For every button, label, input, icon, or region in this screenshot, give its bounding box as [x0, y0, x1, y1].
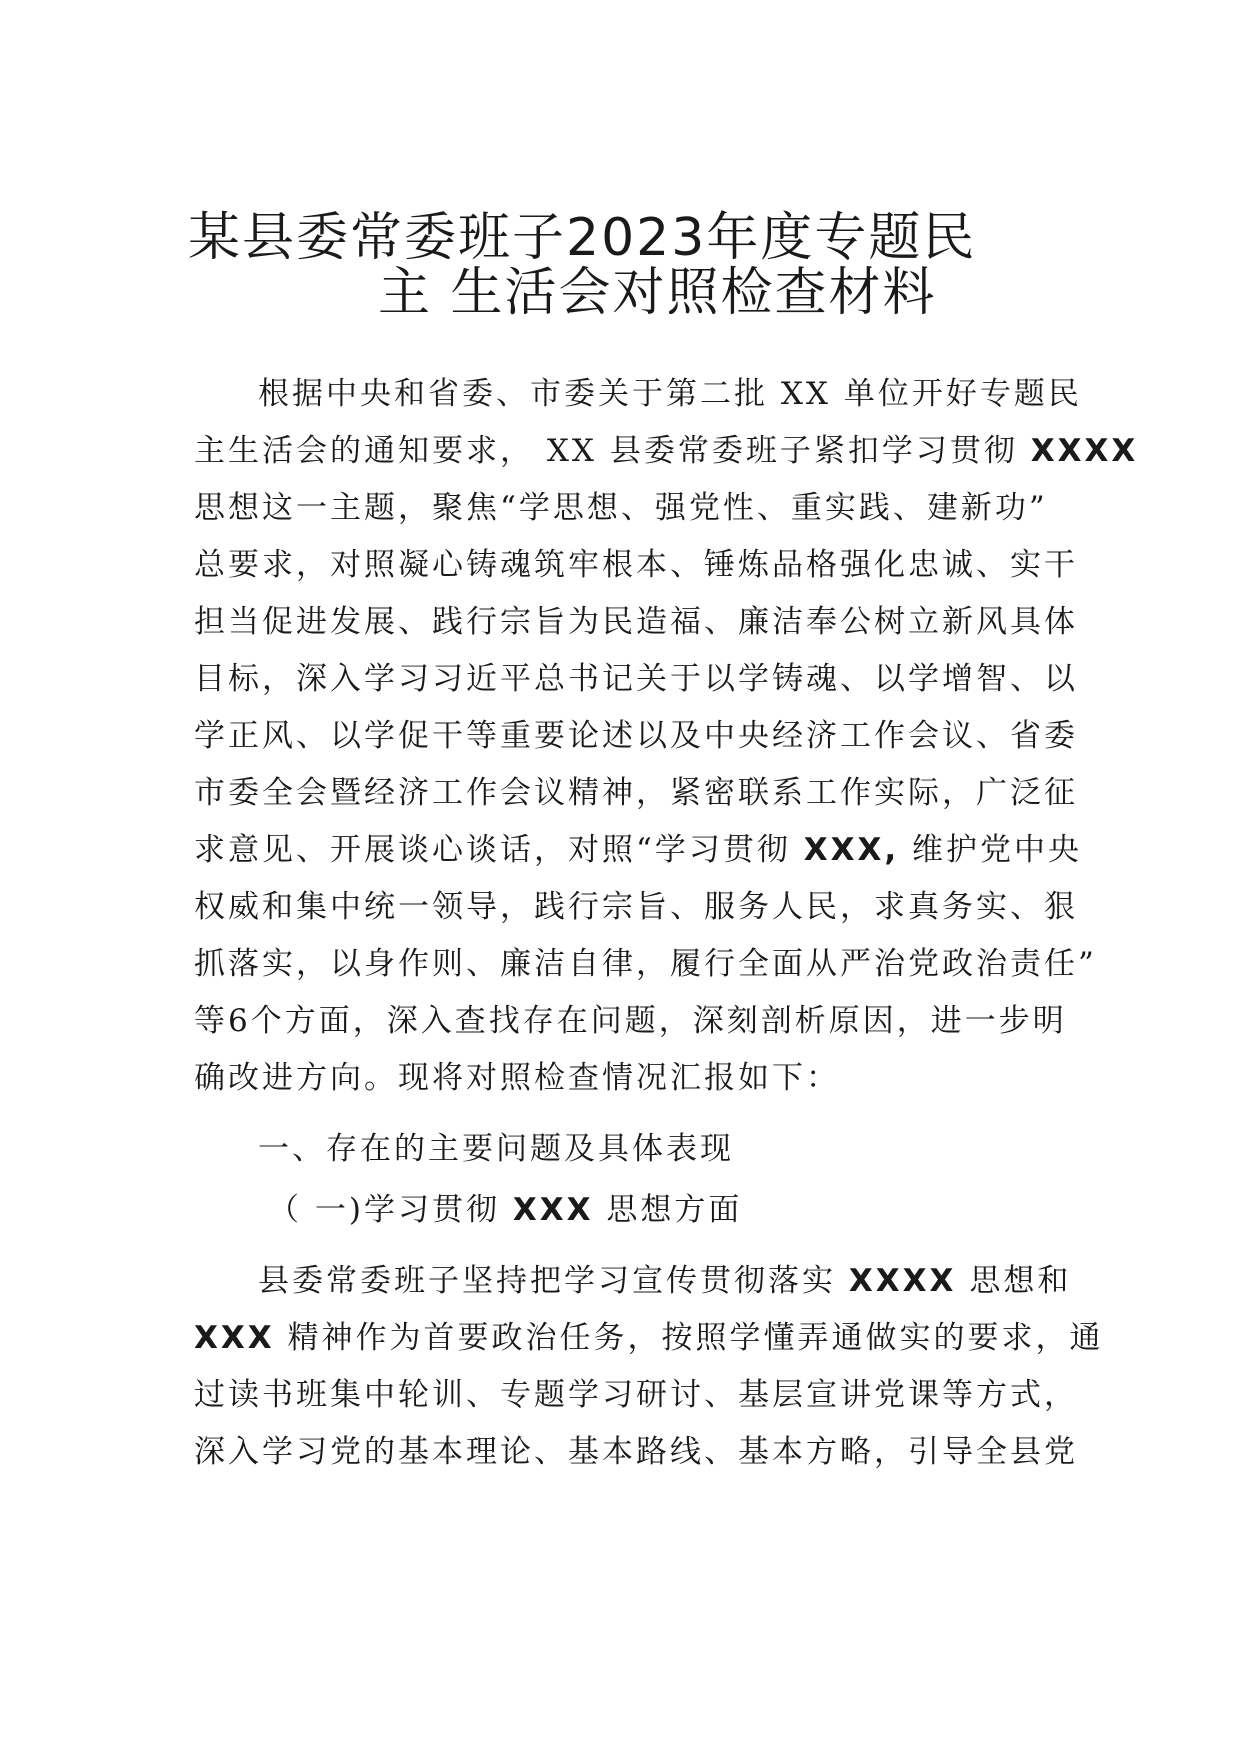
intro-line-5: 担当促进发展、践行宗旨为民造福、廉洁奉公树立新风具体	[194, 604, 1078, 640]
subsection-1-heading	[268, 1190, 742, 1230]
subsection-1-text-c: 思想方面	[593, 1192, 743, 1228]
intro-line-9-emphasis: XXX,	[803, 832, 900, 868]
intro-line-10: 权威和集中统一领导，践行宗旨、服务人民，求真务实、狠	[194, 889, 1078, 925]
body-line-1-text-c: 思想和	[956, 1263, 1072, 1299]
body-line-1-text-a: 县委常委班子坚持把学习宣传贯彻落实	[258, 1263, 849, 1299]
intro-line-1: 根据中央和省委、市委关于第二批 XX 单位开好专题民	[258, 376, 1082, 412]
intro-line-9-text-c: 维护党中央	[899, 832, 1083, 868]
intro-line-2-emphasis: XXXX	[1030, 433, 1139, 469]
document-title-line-1: 某县委常委班子2023年度专题民	[188, 208, 977, 268]
body-line-4: 深入学习党的基本理论、基本路线、基本方略，引导全县党	[194, 1434, 1078, 1470]
intro-line-11: 抓落实，以身作则、廉洁自律，履行全面从严治党政治责任”	[194, 946, 1097, 982]
intro-line-2	[194, 431, 1139, 471]
body-line-1-emphasis: XXXX	[848, 1263, 957, 1299]
body-line-2	[194, 1318, 1104, 1358]
body-line-2-emphasis: XXX	[194, 1320, 275, 1356]
body-line-3: 过读书班集中轮训、专题学习研讨、基层宣讲党课等方式，	[194, 1377, 1078, 1413]
intro-line-4: 总要求，对照凝心铸魂筑牢根本、锤炼品格强化忠诚、实干	[194, 547, 1078, 583]
intro-line-7: 学正风、以学促干等重要论述以及中央经济工作会议、省委	[194, 718, 1078, 754]
intro-line-13: 确改进方向。现将对照检查情况汇报如下：	[194, 1060, 840, 1096]
intro-line-6: 目标，深入学习习近平总书记关于以学铸魂、以学增智、以	[194, 661, 1078, 697]
document-title-line-2: 主 生活会对照检查材料	[378, 263, 937, 323]
intro-line-12: 等6个方面，深入查找存在问题，深刻剖析原因，进一步明	[194, 1003, 1067, 1039]
intro-line-2-text: 主生活会的通知要求， XX 县委常委班子紧扣学习贯彻	[194, 433, 1031, 469]
intro-line-8: 市委全会暨经济工作会议精神，紧密联系工作实际，广泛征	[194, 775, 1078, 811]
subsection-1-text-a: （ 一)学习贯彻	[268, 1192, 513, 1228]
subsection-1-emphasis: XXX	[512, 1192, 594, 1228]
body-line-2-text: 精神作为首要政治任务，按照学懂弄通做实的要求，通	[274, 1320, 1104, 1356]
section-1-heading: 一、存在的主要问题及具体表现	[258, 1131, 734, 1167]
body-line-1	[258, 1261, 1072, 1301]
intro-line-9	[194, 830, 1083, 870]
intro-line-9-text-a: 求意见、开展谈心谈话，对照“学习贯彻	[194, 832, 804, 868]
intro-line-3: 思想这一主题，聚焦“学思想、强党性、重实践、建新功”	[194, 490, 1048, 526]
